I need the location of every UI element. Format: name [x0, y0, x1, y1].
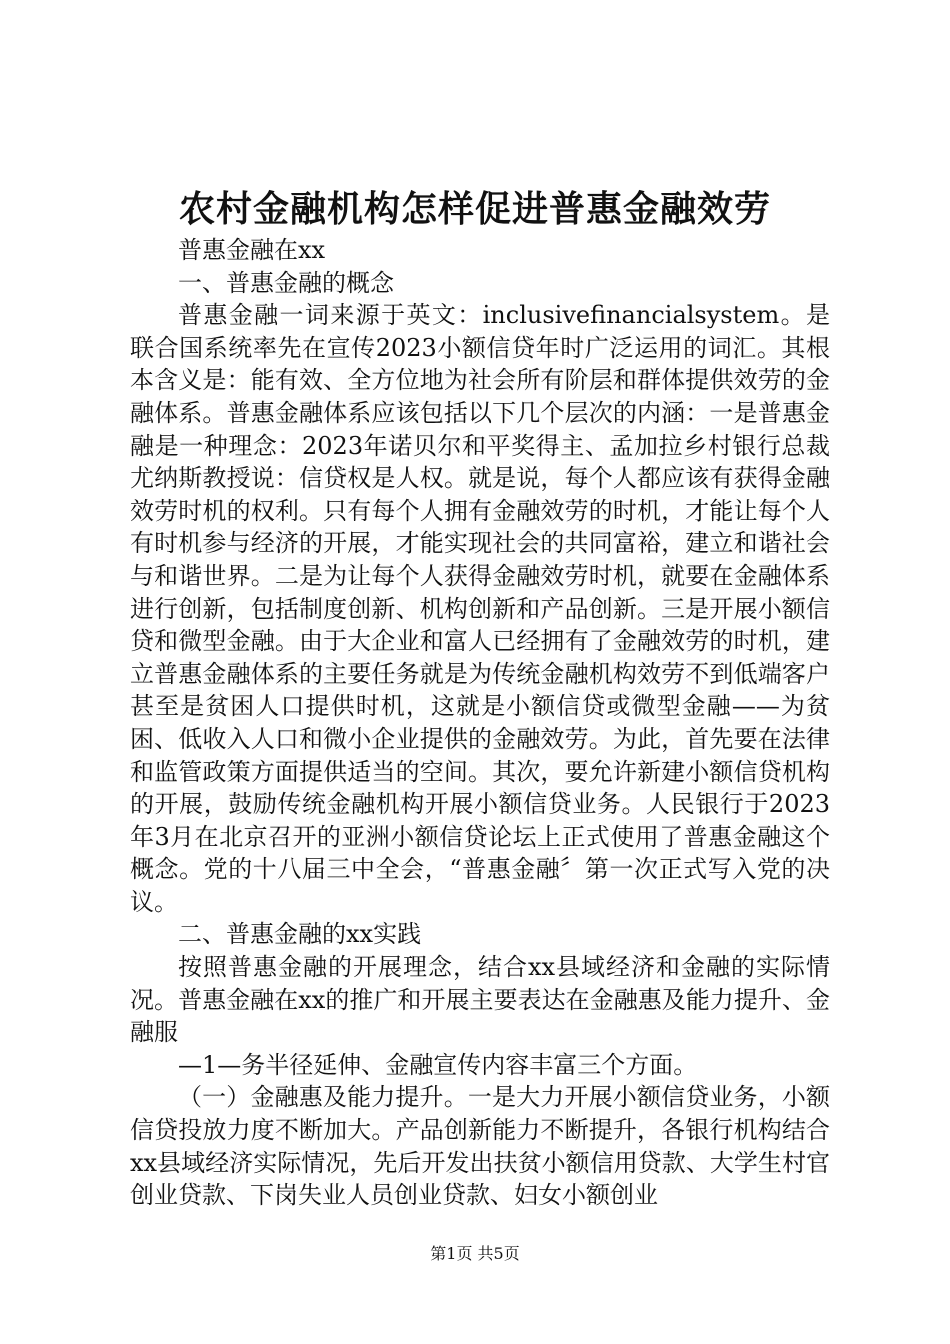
paragraph-practice-continued: —1—务半径延伸、金融宣传内容丰富三个方面。 [178, 1050, 698, 1079]
section-heading-practice: 二、普惠金融的xx实践 [178, 920, 422, 949]
paragraph-practice: 按照普惠金融的开展理念，结合xx县域经济和金融的实际情况。普惠金融在xx的推广和开展主要表达在金融惠及能力提升、金融服 [130, 953, 830, 1047]
section-heading-concept: 一、普惠金融的概念 [178, 268, 394, 297]
paragraph-capability: （一）金融惠及能力提升。一是大力开展小额信贷业务，小额信贷投放力度不断加大。产品创新能力不断提升，各银行机构结合xx县域经济实际情况，先后开发出扶贫小额信用贷款、大学生村官创业贷款、下岗失业人员创业贷款、妇女小额创业 [130, 1083, 830, 1210]
document-body [130, 234, 830, 1212]
document-title: 农村金融机构怎样促进普惠金融效劳 [178, 188, 771, 230]
page-number: 第1页 共5页 [430, 1244, 520, 1263]
paragraph-concept: 普惠金融一词来源于英文：inclusivefinancialsystem。是联合国系统率先在宣传2023小额信贷年时广泛运用的词汇。其根本含义是：能有效、全方位地为社会所有阶层和群体提供效劳的金融体系。普惠金融体系应该包括以下几个层次的内涵：一是普惠金融是一种理念：2023年诺贝尔和平奖得主、孟加拉乡村银行总裁尤纳斯教授说：信贷权是人权。就是说，每个人都应该有获得金融效劳时机的权利。只有每个人拥有金融效劳的时机，才能让每个人有时机参与经济的开展，才能实现社会的共同富裕，建立和谐社会与和谐世界。二是为让每个人获得金融效劳时机，就要在金融体系进行创新，包括制度创新、机构创新和产品创新。三是开展小额信贷和微型金融。由于大企业和富人已经拥有了金融效劳的时机，建立普惠金融体系的主要任务就是为传统金融机构效劳不到低端客户甚至是贫困人口提供时机，这就是小额信贷或微型金融——为贫困、低收入人口和微小企业提供的金融效劳。为此，首先要在法律和监管政策方面提供适当的空间。其次，要允许新建小额信贷机构的开展，鼓励传统金融机构开展小额信贷业务。人民银行于2023年3月在北京召开的亚洲小额信贷论坛上正式使用了普惠金融这个概念。党的十八届三中全会，“普惠金融〞第一次正式写入党的决议。 [130, 301, 830, 916]
paragraph-intro: 普惠金融在xx [178, 236, 326, 264]
